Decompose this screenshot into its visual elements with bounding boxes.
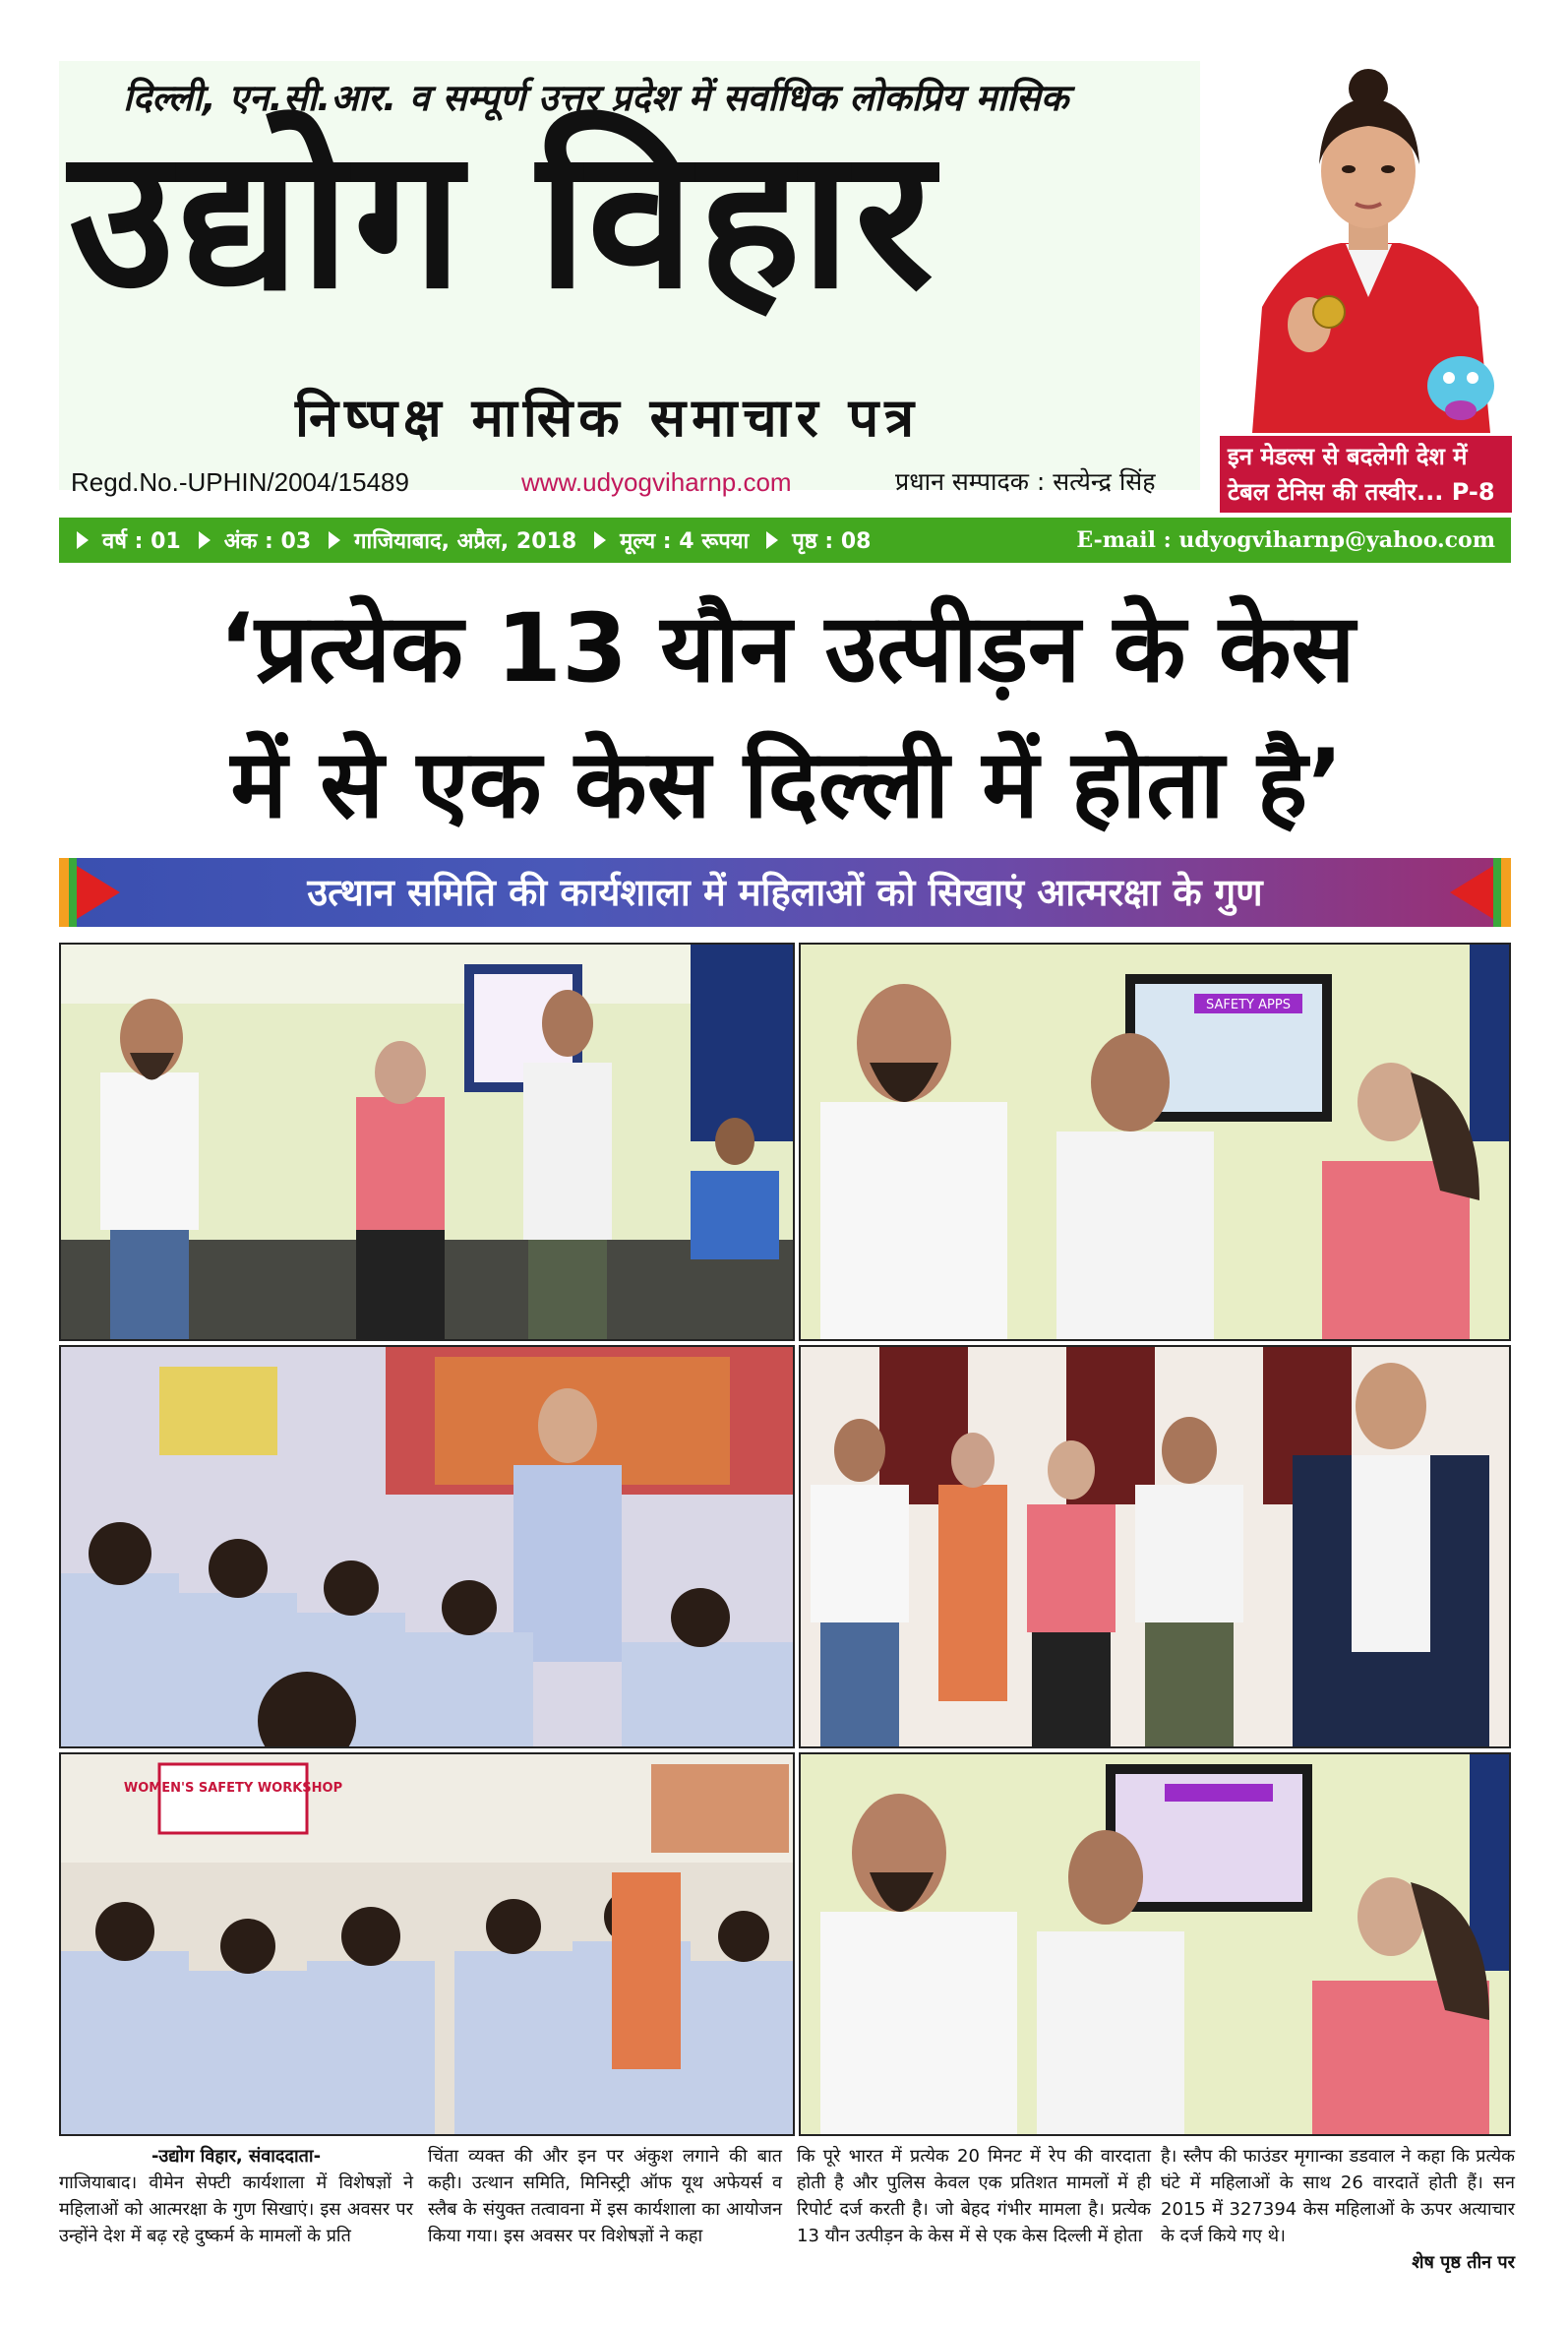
paper-name: उद्योग विहार [69, 105, 937, 332]
masthead-tagline: दिल्ली, एन.सी.आर. व सम्पूर्ण उत्तर प्रदेश में सर्वाधिक लोकप्रिय मासिक [123, 77, 1069, 119]
info-issue: अंक : 03 [199, 525, 311, 555]
article-text-1: गाजियाबाद। वीमेन सेफ्टी कार्यशाला में विशेषज्ञों ने महिलाओं को आत्मरक्षा के गुण सिखाएं। इस अवसर पर उन्होंने देश में बढ़ रहे दुष्कर्म के मामलों के प्रति [59, 2172, 413, 2246]
info-pages: पृष्ठ : 08 [766, 525, 871, 555]
arrow-icon [77, 531, 89, 549]
article-column-3 [797, 2143, 1151, 2249]
headline-line-2: में से एक केस दिल्ली में होता है’ [230, 729, 1344, 839]
article-text-2: चिंता व्यक्त की और इन पर अंकुश लगाने की बात कही। उत्थान समिति, मिनिस्ट्री ऑफ यूथ अफेयर्स व स्लैब के संयुक्त तत्वावना में इस कार्यशाला का आयोजन किया गया। इस अवसर पर विशेषज्ञों ने कहा [428, 2146, 782, 2246]
workshop-banner-text: WOMEN'S SAFETY WORKSHOP [123, 1781, 343, 1796]
photo-demo-microphone [59, 943, 795, 1341]
photo-face-defense [799, 943, 1511, 1341]
athlete-story-teaser[interactable]: इन मेडल्स से बदलेगी देश में टेबल टेनिस की तस्वीर... P-8 [1220, 436, 1512, 513]
photo-audience-cheer [59, 1752, 795, 2136]
article-credit: -उद्योग विहार, संवाददाता- [151, 2146, 322, 2167]
issue-info-bar [59, 518, 1511, 563]
info-place-date: गाजियाबाद, अप्रैल, 2018 [329, 525, 576, 555]
article-column-2 [428, 2143, 782, 2249]
article-text-3: कि पूरे भारत में प्रत्येक 20 मिनट में रेप की वारदाता होती है और पुलिस केवल एक प्रतिशत मामलों में ही रिपोर्ट दर्ज करती है। जो बेहद गंभीर मामला है। प्रत्येक 13 यौन उत्पीड़न के केस में से एक केस दिल्ली में होता [797, 2146, 1151, 2246]
article-column-1 [59, 2143, 413, 2249]
article-text-4: है। स्लैप की फाउंडर मृगान्का डडवाल ने कहा कि प्रत्येक घंटे में महिलाओं के साथ 26 वारदातें होती हैं। सन 2015 में 327394 केस महिलाओं के ऊपर अत्याचार के दर्ज किये गए थे। [1161, 2146, 1515, 2246]
photo-students-question [59, 1345, 795, 1748]
banner-flag-left-icon [59, 858, 128, 927]
arrow-icon [199, 531, 211, 549]
athlete-photo [1233, 61, 1505, 433]
arrow-icon [766, 531, 778, 549]
paper-subtitle: निष्पक्ष मासिक समाचार पत्र [295, 387, 920, 449]
continued-note[interactable]: शेष पृष्ठ तीन पर [1412, 2252, 1515, 2273]
board-safety-text: SAFETY APPS [1206, 998, 1291, 1012]
info-year: वर्ष : 01 [77, 525, 181, 555]
arrow-icon [329, 531, 340, 549]
registration-number: Regd.No.-UPHIN/2004/15489 [71, 467, 409, 497]
banner-flag-right-icon [1442, 858, 1511, 927]
info-price: मूल्य : 4 रूपया [594, 525, 749, 555]
headline-line-1: ‘प्रत्येक 13 यौन उत्पीड़न के केस [218, 593, 1356, 704]
email-address[interactable]: E-mail : udyogviharnp@yahoo.com [1076, 527, 1495, 553]
website-link[interactable]: www.udyogviharnp.com [521, 467, 792, 497]
photo-speaker-panel [799, 1345, 1511, 1748]
sub-headline-banner: उत्थान समिति की कार्यशाला में महिलाओं को सिखाएं आत्मरक्षा के गुण [59, 858, 1511, 927]
athlete-illustration [1233, 61, 1505, 433]
main-headline [39, 581, 1535, 852]
article-column-4 [1161, 2143, 1515, 2276]
arrow-icon [594, 531, 606, 549]
chief-editor: प्रधान सम्पादक : सत्येन्द्र सिंह [895, 467, 1156, 496]
photo-nose-demo [799, 1752, 1511, 2136]
